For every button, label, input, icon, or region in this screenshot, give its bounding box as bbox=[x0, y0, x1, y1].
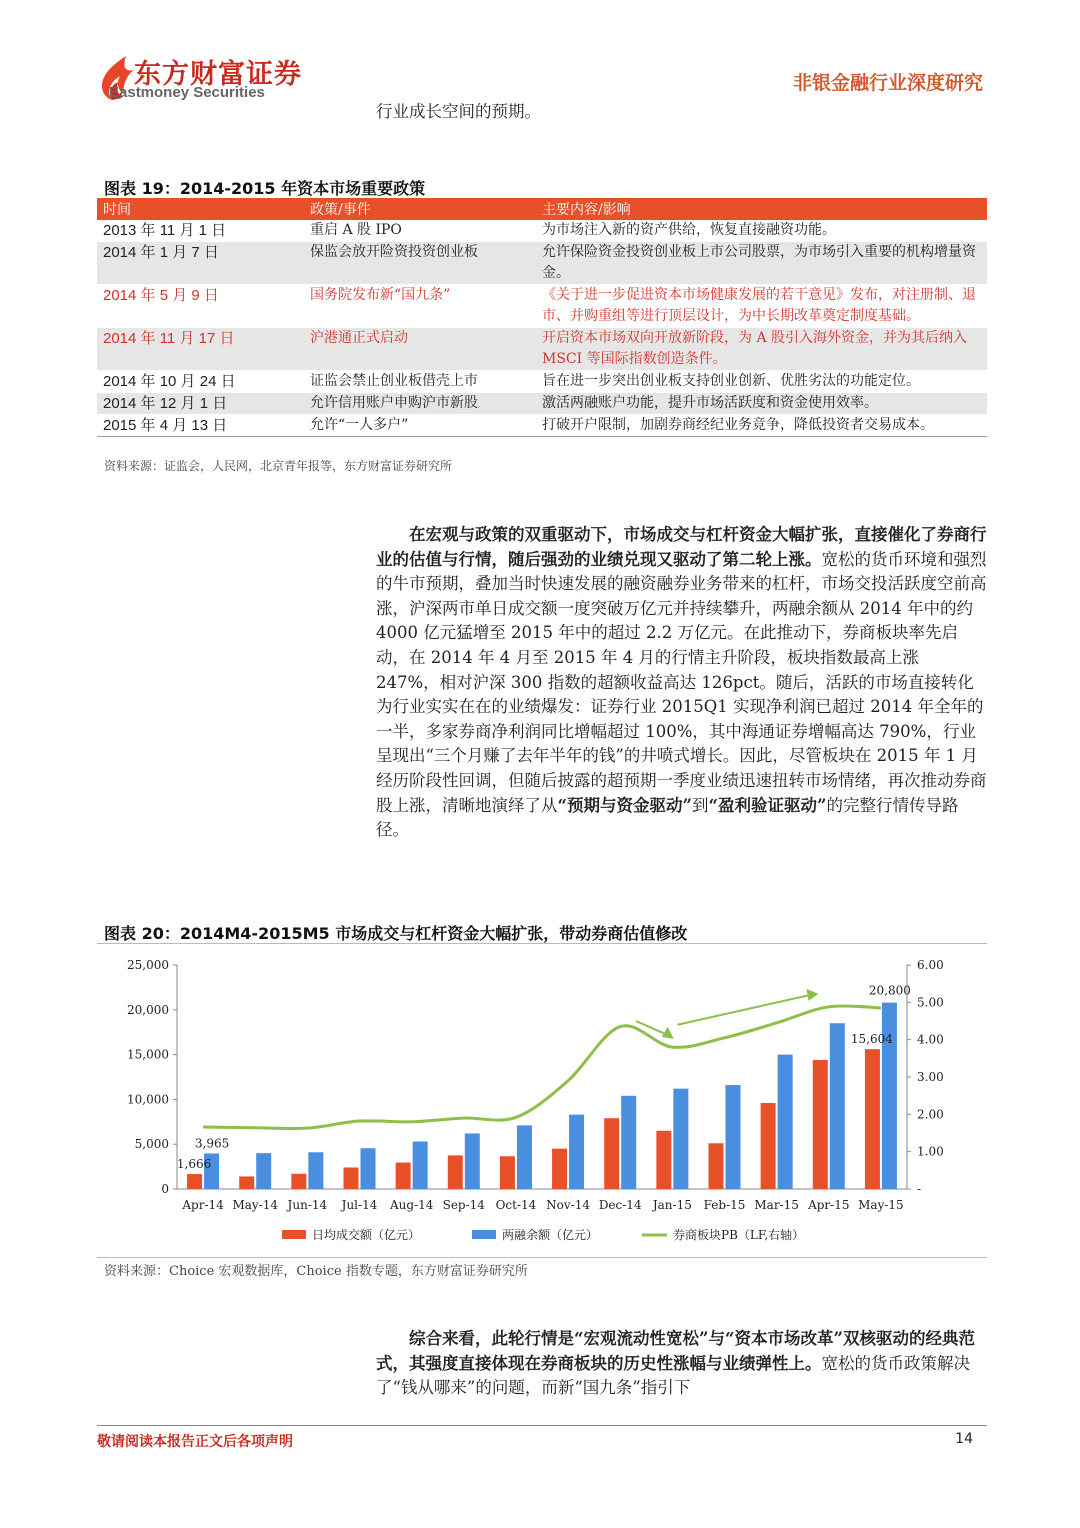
policy-content: 旨在进一步突出创业板支持创业创新、优胜劣汰的功能定位。 bbox=[536, 371, 987, 393]
legend-label-pb: 券商板块PB（LF,右轴） bbox=[673, 1228, 805, 1242]
data-label: 20,800 bbox=[868, 983, 911, 998]
policy-date: 2013 年 11 月 1 日 bbox=[97, 220, 304, 242]
policy-content: 开启资本市场双向开放新阶段，为 A 股引入海外资金，并为其后纳入 MSCI 等国际指数创造条件。 bbox=[536, 328, 987, 371]
table-row bbox=[97, 415, 987, 437]
figure19-title: 图表 19：2014-2015 年资本市场重要政策 bbox=[104, 179, 426, 198]
logo-english-name: Eastmoney Securities bbox=[109, 84, 265, 101]
turnover-bar bbox=[552, 1149, 567, 1189]
analysis-paragraph-1 bbox=[376, 523, 987, 843]
x-axis-tick-label: May-15 bbox=[858, 1198, 904, 1212]
policy-event: 证监会禁止创业板借壳上市 bbox=[304, 371, 536, 393]
divider bbox=[97, 943, 987, 944]
margin-balance-bar bbox=[465, 1133, 480, 1189]
x-axis-tick-label: May-14 bbox=[232, 1198, 278, 1212]
data-label: 1,666 bbox=[176, 1157, 212, 1172]
right-axis-tick-label: 2.00 bbox=[917, 1107, 944, 1122]
margin-balance-bar bbox=[778, 1055, 793, 1189]
figure19-source: 资料来源：证监会，人民网，北京青年报等，东方财富证券研究所 bbox=[104, 459, 453, 473]
uptrend-arrow bbox=[678, 995, 811, 1025]
policy-content: 《关于进一步促进资本市场健康发展的若干意见》发布，对注册制、退市、并购重组等进行顶层设计，为中长期改革奠定制度基础。 bbox=[536, 285, 987, 328]
figure20-source: 资料来源：Choice 宏观数据库，Choice 指数专题，东方财富证券研究所 bbox=[104, 1264, 528, 1279]
turnover-bar bbox=[187, 1174, 202, 1189]
x-axis-tick-label: Jan-15 bbox=[652, 1198, 692, 1212]
left-axis-tick-label: 5,000 bbox=[134, 1137, 169, 1152]
x-axis-tick-label: Apr-14 bbox=[182, 1198, 224, 1212]
policy-event: 国务院发布新“国九条” bbox=[304, 285, 536, 328]
policy-event: 重启 A 股 IPO bbox=[304, 220, 536, 242]
margin-balance-bar bbox=[882, 1003, 897, 1189]
margin-balance-bar bbox=[361, 1148, 376, 1189]
turnover-bar bbox=[865, 1049, 880, 1189]
turnover-bar bbox=[656, 1131, 671, 1189]
x-axis-tick-label: Jun-14 bbox=[287, 1198, 328, 1212]
report-type: 非银金融行业深度研究 bbox=[792, 72, 983, 94]
policy-date: 2014 年 1 月 7 日 bbox=[97, 242, 304, 285]
policy-content: 为市场注入新的资产供给，恢复直接融资功能。 bbox=[536, 220, 987, 242]
column-header: 时间 bbox=[97, 198, 304, 220]
divider bbox=[97, 1257, 987, 1258]
figure20-title: 图表 20：2014M4-2015M5 市场成交与杠杆资金大幅扩张，带动券商估值修改 bbox=[104, 924, 688, 943]
x-axis-tick-label: Feb-15 bbox=[703, 1198, 746, 1212]
legend-label-margin: 两融余额（亿元） bbox=[502, 1228, 599, 1242]
policy-date: 2014 年 12 月 1 日 bbox=[97, 393, 304, 415]
policy-date: 2014 年 10 月 24 日 bbox=[97, 371, 304, 393]
turnover-bar bbox=[291, 1174, 306, 1189]
legend-label-turnover: 日均成交额（亿元） bbox=[312, 1228, 421, 1242]
column-header: 主要内容/影响 bbox=[536, 198, 987, 220]
paragraph-2-body: 宽松的货币政策解决了“钱从哪来”的问题，而新“国九条”指引下 bbox=[376, 1353, 970, 1398]
x-axis-tick-label: Jul-14 bbox=[341, 1198, 378, 1212]
margin-balance-bar bbox=[517, 1125, 532, 1189]
right-axis-tick-label: 6.00 bbox=[917, 958, 944, 972]
turnover-bar bbox=[500, 1156, 515, 1189]
left-axis-tick-label: 0 bbox=[161, 1182, 169, 1196]
footer-disclaimer: 敬请阅读本报告正文后各项声明 bbox=[97, 1434, 293, 1450]
right-axis-tick-label: 3.00 bbox=[917, 1070, 944, 1084]
policy-content: 打破开户限制，加剧券商经纪业务竞争，降低投资者交易成本。 bbox=[536, 415, 987, 437]
margin-balance-bar bbox=[830, 1023, 845, 1189]
analysis-paragraph-2 bbox=[376, 1327, 987, 1401]
x-axis-tick-label: Apr-15 bbox=[808, 1198, 850, 1212]
x-axis-tick-label: Nov-14 bbox=[546, 1198, 590, 1212]
right-axis-tick-label: 1.00 bbox=[917, 1144, 944, 1159]
turnover-bar bbox=[709, 1143, 724, 1189]
margin-balance-bar bbox=[673, 1089, 688, 1189]
policy-date: 2014 年 5 月 9 日 bbox=[97, 285, 304, 328]
paragraph-1-tail: 的完整行情传导路径。 bbox=[376, 795, 959, 840]
footer-divider bbox=[97, 1425, 987, 1426]
policy-date: 2015 年 4 月 13 日 bbox=[97, 415, 304, 437]
legend-swatch-turnover bbox=[282, 1230, 306, 1239]
table-row bbox=[97, 393, 987, 415]
left-axis-tick-label: 10,000 bbox=[127, 1092, 169, 1107]
turnover-bar bbox=[761, 1103, 776, 1189]
left-axis-tick-label: 20,000 bbox=[127, 1002, 169, 1017]
market-chart bbox=[97, 950, 987, 1255]
table-row bbox=[97, 285, 987, 328]
logo-chinese-name: 东方财富证券 bbox=[134, 59, 302, 90]
right-axis-tick-label: 5.00 bbox=[917, 995, 944, 1010]
policy-table bbox=[97, 198, 987, 437]
x-axis-tick-label: Sep-14 bbox=[442, 1198, 485, 1212]
uptrend-arrowhead bbox=[807, 989, 819, 1001]
right-axis-tick-label: 4.00 bbox=[917, 1032, 944, 1047]
policy-event: 允许信用账户申购沪市新股 bbox=[304, 393, 536, 415]
left-axis-tick-label: 25,000 bbox=[127, 958, 169, 972]
table-row bbox=[97, 220, 987, 242]
turnover-bar bbox=[344, 1167, 359, 1189]
margin-balance-bar bbox=[413, 1142, 428, 1189]
legend-swatch-margin bbox=[472, 1230, 496, 1239]
x-axis-tick-label: Aug-14 bbox=[389, 1198, 434, 1212]
policy-event: 保监会放开险资投资创业板 bbox=[304, 242, 536, 285]
policy-event: 允许“一人多户” bbox=[304, 415, 536, 437]
margin-balance-bar bbox=[256, 1153, 271, 1189]
table-row bbox=[97, 328, 987, 371]
paragraph-2-lead: 综合来看，此轮行情是“宏观流动性宽松”与“资本市场改革”双核驱动的经典范式，其强度直接体现在券商板块的历史性涨幅与业绩弹性上。 bbox=[376, 1329, 975, 1373]
turnover-bar bbox=[396, 1163, 411, 1189]
turnover-bar bbox=[448, 1155, 463, 1189]
margin-balance-bar bbox=[569, 1115, 584, 1189]
company-logo bbox=[96, 52, 311, 102]
margin-balance-bar bbox=[726, 1085, 741, 1189]
paragraph-1-body: 宽松的货币环境和强烈的牛市预期，叠加当时快速发展的融资融券业务带来的杠杆，市场交投活跃度空前高涨，沪深两市单日成交额一度突破万亿元并持续攀升，两融余额从 2014 年中的约 4000 亿元猛增至 2015 年中的超过 2.2 万亿元。在此推动下，券商板块率先启动，在 2014 年 4 月至 2015 年 4 月的行情主升阶段，板块指数最高上涨 247%，相对沪深 300 指数的超额收益高达 126pct。随后，活跃的市场直接转化为行业实实在在的业绩爆发：证券行业 2015Q1 实现净利润已超过 2014 年全年的一半，多家券商净利润同比增幅超过 100%，其中海通证券增幅高达 790%，行业呈现出“三个月赚了去年半年的钱”的井喷式增长。因此，尽管板块在 2015 年 1 月经历阶段性回调，但随后披露的超预期一季度业绩迅速扭转市场情绪，再次推动券商股上涨，清晰地演绎了从 bbox=[376, 549, 987, 815]
table-row bbox=[97, 371, 987, 393]
data-label: 3,965 bbox=[194, 1136, 230, 1151]
data-label: 15,604 bbox=[850, 1032, 893, 1047]
paragraph-1-lead: 在宏观与政策的双重驱动下，市场成交与杠杆资金大幅扩张，直接催化了券商行业的估值与行情，随后强劲的业绩兑现又驱动了第二轮上涨。 bbox=[376, 525, 987, 569]
column-header: 政策/事件 bbox=[304, 198, 536, 220]
policy-content: 允许保险资金投资创业板上市公司股票，为市场引入重要的机构增量资金。 bbox=[536, 242, 987, 285]
margin-balance-bar bbox=[621, 1096, 636, 1189]
policy-content: 激活两融账户功能，提升市场活跃度和资金使用效率。 bbox=[536, 393, 987, 415]
left-axis-tick-label: 15,000 bbox=[127, 1047, 169, 1062]
intro-text: 行业成长空间的预期。 bbox=[376, 102, 541, 121]
policy-event: 沪港通正式启动 bbox=[304, 328, 536, 371]
x-axis-tick-label: Oct-14 bbox=[495, 1198, 537, 1212]
x-axis-tick-label: Mar-15 bbox=[754, 1198, 799, 1212]
turnover-bar bbox=[604, 1118, 619, 1189]
policy-date: 2014 年 11 月 17 日 bbox=[97, 328, 304, 371]
x-axis-tick-label: Dec-14 bbox=[598, 1198, 642, 1212]
page-number: 14 bbox=[955, 1431, 973, 1447]
margin-balance-bar bbox=[308, 1152, 323, 1189]
paragraph-1-quote-1: “预期与资金驱动” bbox=[557, 795, 692, 815]
turnover-bar bbox=[239, 1176, 254, 1189]
turnover-bar bbox=[813, 1060, 828, 1189]
right-axis-tick-label: - bbox=[917, 1182, 922, 1196]
paragraph-1-quote-2: “盈利验证驱动” bbox=[708, 795, 827, 815]
paragraph-1-mid: 到 bbox=[691, 795, 709, 815]
table-row bbox=[97, 242, 987, 285]
table-header-row bbox=[97, 198, 987, 220]
